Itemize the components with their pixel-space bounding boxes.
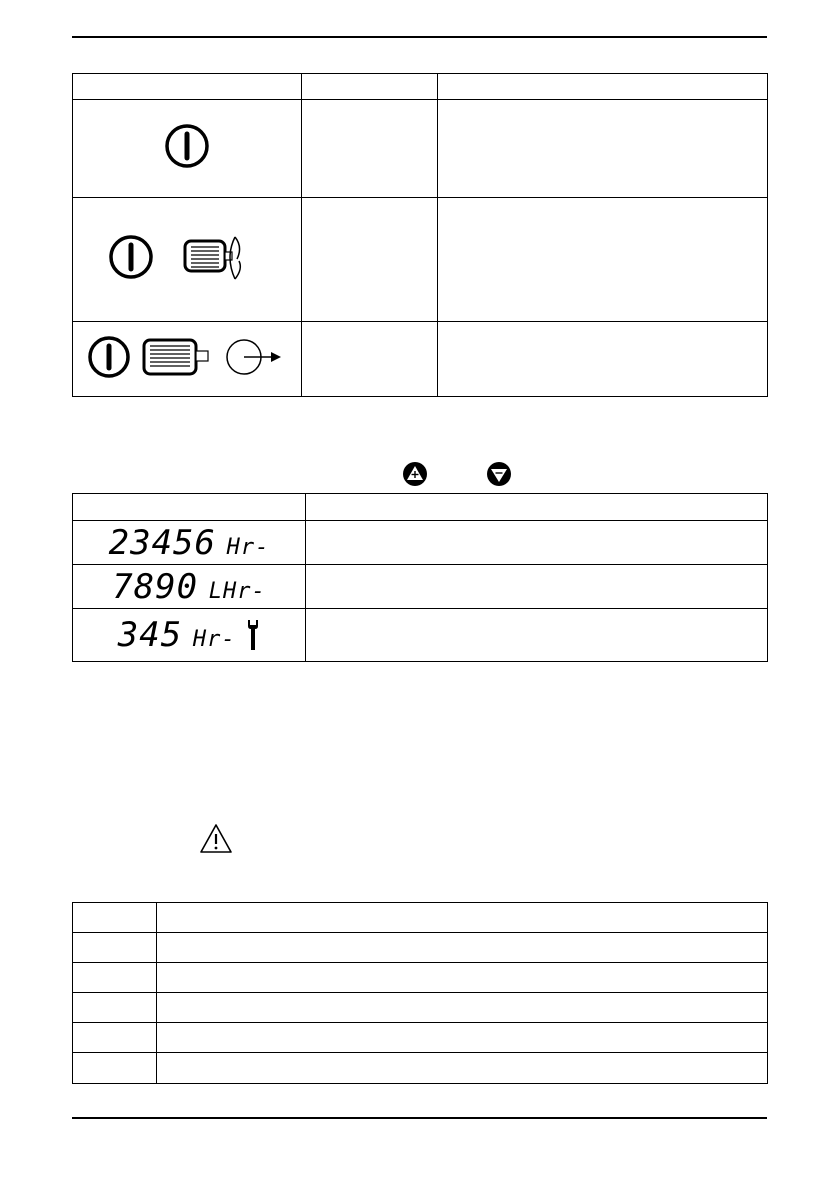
icon-cell: [73, 198, 302, 322]
bottom-cell-1: [73, 963, 157, 993]
bottom-cell-2: [157, 903, 768, 933]
down-arrow-button-icon: [486, 461, 512, 487]
up-arrow-button-icon: [402, 461, 428, 487]
lcd-readout: [73, 565, 306, 609]
icons-header-cell-3: [438, 74, 768, 100]
icons-header-cell-1: [73, 74, 302, 100]
bottom-cell-2: [157, 1023, 768, 1053]
wrench-icon: [246, 618, 260, 652]
icons-row1-col3: [438, 100, 768, 198]
table-row: [73, 100, 768, 198]
table-row: [73, 1053, 768, 1084]
motor-icon: [185, 241, 232, 271]
icons-table-header: [73, 74, 768, 100]
table-row: [73, 521, 768, 565]
counter-unit: Hr-: [192, 627, 236, 652]
bottom-cell-1: [73, 1053, 157, 1084]
bottom-cell-1: [73, 933, 157, 963]
icons-header-cell-2: [302, 74, 438, 100]
bottom-table: [72, 902, 768, 1084]
counter-value: 7890: [112, 566, 199, 607]
table-row: [73, 963, 768, 993]
table-row: [73, 993, 768, 1023]
icon-cell: [73, 322, 302, 397]
icons-row3-col3: [438, 322, 768, 397]
power-icon: [90, 338, 128, 376]
bottom-cell-2: [157, 933, 768, 963]
bottom-cell-1: [73, 1023, 157, 1053]
lcd-readout: [73, 609, 306, 662]
icons-row2-col3: [438, 198, 768, 322]
output-arrow-icon: [227, 340, 281, 374]
bottom-cell-2: [157, 963, 768, 993]
power-icon: [111, 237, 151, 277]
power-icon: [162, 121, 212, 171]
table-row: [73, 609, 768, 662]
top-rule: [72, 36, 767, 38]
counter-value: 345: [117, 615, 183, 655]
table-row: [73, 198, 768, 322]
counter-table-header: [73, 494, 768, 521]
lcd-readout: [73, 521, 306, 565]
counter-unit: Hr-: [226, 534, 270, 560]
counter-desc: [306, 565, 768, 609]
counter-header-cell-1: [73, 494, 306, 521]
icons-row1-col2: [302, 100, 438, 198]
bottom-cell-1: [73, 903, 157, 933]
warning-triangle-icon: [199, 823, 233, 855]
table-row: [73, 322, 768, 397]
bottom-cell-2: [157, 1053, 768, 1084]
footer-rule: [72, 1117, 767, 1119]
bottom-cell-1: [73, 993, 157, 1023]
icons-table: [72, 73, 768, 397]
icons-row3-col2: [302, 322, 438, 397]
table-row: [73, 1023, 768, 1053]
counter-unit: LHr-: [208, 578, 266, 604]
bottom-cell-2: [157, 993, 768, 1023]
counter-header-cell-2: [306, 494, 768, 521]
motor-icon: [144, 340, 208, 374]
table-row: [73, 565, 768, 609]
icon-cell: [73, 100, 302, 198]
counter-value: 23456: [108, 522, 216, 563]
power-motor-rotation-icon: [107, 229, 267, 285]
power-motor-output-icon: [87, 333, 287, 381]
icons-row2-col2: [302, 198, 438, 322]
table-row: [73, 903, 768, 933]
table-row: [73, 933, 768, 963]
counter-desc: [306, 521, 768, 565]
counter-desc: [306, 609, 768, 662]
counter-table: [72, 493, 768, 662]
